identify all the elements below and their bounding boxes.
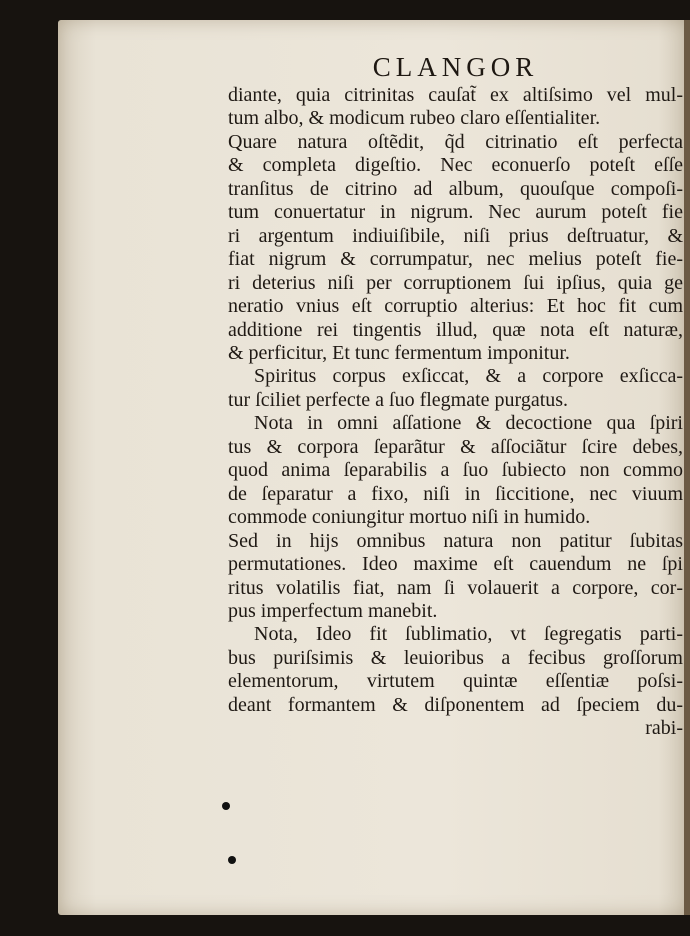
text-line: permutationes. Ideo maxime eſt cauendum ne ſpi — [228, 553, 683, 576]
text-line: ritus volatilis fiat, nam ſi volauerit a corpore, cor‑ — [228, 576, 683, 599]
text-line: & completa digeſtio. Nec econuerſo poteſt eſſe — [228, 154, 683, 177]
running-head: CLANGOR — [372, 52, 539, 82]
text-line: pus imperfectum manebit. — [228, 599, 438, 622]
text-line: tum albo, & modicum rubeo claro eſſentialiter. — [228, 107, 601, 130]
page-text — [228, 84, 683, 741]
text-line: additione rei tingentis illud, quæ nota eſt naturæ, — [228, 318, 683, 341]
text-line: deant formantem & diſponentem ad ſpeciem du‑ — [228, 693, 683, 716]
text-line: tranſitus de citrino ad album, quouſque compoſi‑ — [228, 177, 683, 200]
text-line: ri deterius niſi per corruptionem ſui ipſius, quia ge — [228, 271, 683, 294]
text-line: tum conuertatur in nigrum. Nec aurum poteſt fie — [228, 201, 683, 224]
catchword: rabi‑ — [645, 717, 683, 740]
text-line: bus puriſsimis & leuioribus a fecibus groſſorum — [228, 646, 683, 669]
text-line: tus & corpora ſeparãtur & aſſociãtur ſcire debes, — [228, 435, 683, 458]
page-edge — [684, 20, 690, 915]
text-line: Spiritus corpus exſiccat, & a corpore exſicca‑ — [254, 365, 683, 388]
text-line: Sed in hijs omnibus natura non patitur ſubitas — [228, 529, 683, 552]
text-line: elementorum, virtutem quintæ eſſentiæ poſsi‑ — [228, 670, 683, 693]
text-line: diante, quia citrinitas cauſat̃ ex altiſsimo vel mul‑ — [228, 84, 683, 106]
text-line: tur ſciliet perfecte a ſuo flegmate purgatus. — [228, 388, 569, 411]
text-line: & perficitur, Et tunc fermentum imponitur. — [228, 341, 570, 364]
text-line: commode coniungitur mortuo niſi in humido. — [228, 506, 591, 529]
text-line: Nota in omni aſſatione & decoctione qua ſpiri — [254, 412, 683, 435]
text-line: quod anima ſeparabilis a ſuo ſubiecto non commo — [228, 459, 683, 482]
text-line: fiat nigrum & corrumpatur, nec melius poteſt fie‑ — [228, 248, 683, 271]
text-line: ri argentum indiuiſibile, niſi prius deſtruatur, & — [228, 224, 683, 247]
margin-mark — [222, 802, 230, 810]
margin-mark — [228, 856, 236, 864]
text-line: Nota, Ideo fit ſublimatio, vt ſegregatis parti‑ — [254, 623, 683, 646]
text-line: neratio vnius eſt corruptio alterius: Et hoc fit cum — [228, 295, 683, 318]
text-line: de ſeparatur a fixo, niſi in ſiccitione, nec viuum — [228, 482, 683, 505]
text-line: Quare natura oſtẽdit, q̃d citrinatio eſt perfecta — [228, 130, 683, 153]
